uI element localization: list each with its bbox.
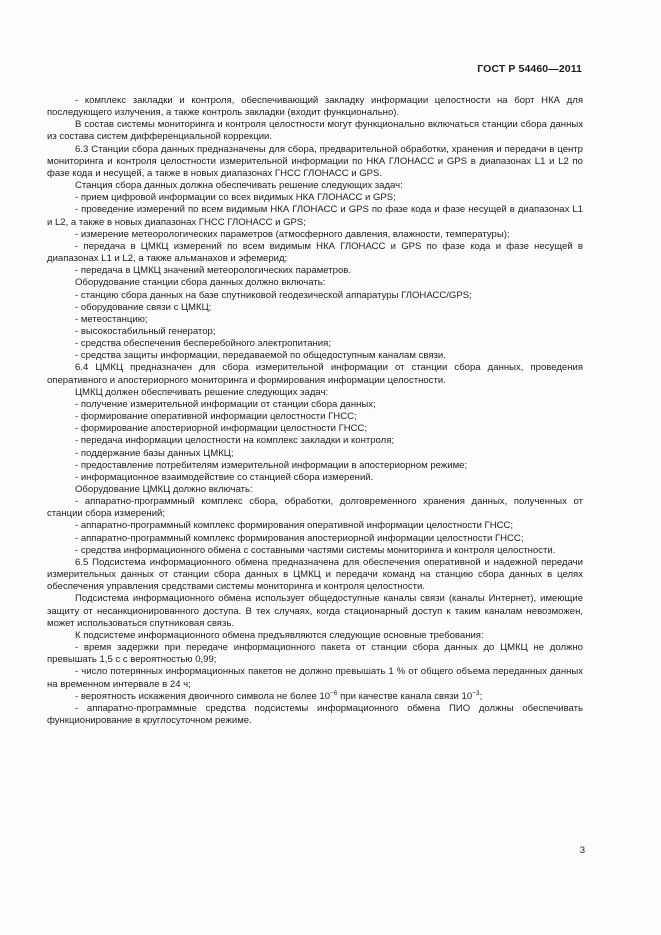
paragraph: - число потерянных информационных пакетов не должно превышать 1 % от общего объема переданных данных на временном интервале в 24 ч; xyxy=(47,666,583,690)
paragraph: - станцию сбора данных на базе спутниковой геодезической аппаратуры ГЛОНАСС/GPS; xyxy=(75,289,472,301)
paragraph: - предоставление потребителям измерительной информации в апостериорном режиме; xyxy=(75,459,468,471)
paragraph: 6.4 ЦМКЦ предназначен для сбора измерительной информации от станции сбора данных, проведения оперативного и апостериорного мониторинга и формирования информации целостности. xyxy=(47,362,583,386)
paragraph: 6.3 Станции сбора данных предназначены для сбора, предварительной обработки, хранения и передачи в центр мониторинга и контроля целостности измерительной информации по НКА ГЛОНАСС и GPS в диапазонах L1 и L2 по фазе кода и несущей, а также в новых диапазонах ГНСС ГЛОНАСС и GPS. xyxy=(47,143,583,179)
paragraph: - формирование оперативной информации целостности ГНСС; xyxy=(75,411,357,423)
paragraph: - средства защиты информации, передаваемой по общедоступным каналам связи. xyxy=(75,350,446,362)
paragraph: - проведение измерений по всем видимым НКА ГЛОНАСС и GPS по фазе кода и фазе несущей в диапазонах L1 и L2, а также в новых диапазонах ГНСС ГЛОНАСС и GPS; xyxy=(47,204,583,228)
paragraph-list xyxy=(47,95,583,691)
paragraph: - оборудование связи с ЦМКЦ; xyxy=(75,301,212,313)
paragraph: - формирование апостериорной информации целостности ГНСС; xyxy=(75,423,368,435)
paragraph: - передача в ЦМКЦ значений метеорологических параметров. xyxy=(75,265,351,277)
paragraph: - средства информационного обмена с составными частями системы мониторинга и контроля целостности. xyxy=(75,544,556,556)
paragraph: - поддержание базы данных ЦМКЦ; xyxy=(75,447,234,459)
standard-designation: ГОСТ Р 54460—2011 xyxy=(477,63,582,75)
paragraph: Оборудование ЦМКЦ должно включать: xyxy=(75,484,253,495)
paragraph: - аппаратно-программный комплекс сбора, обработки, долговременного хранения данных, полученных от станции сбора измерений; xyxy=(47,496,583,520)
paragraph: - прием цифровой информации со всех видимых НКА ГЛОНАСС и GPS; xyxy=(75,192,396,204)
formula-text-before: - вероятность искажения двоичного символа не более 10 xyxy=(75,690,331,702)
paragraph: В состав системы мониторинга и контроля целостности могут функционально включаться станции сбора данных из состава систем дифференциальной коррекции. xyxy=(47,119,583,143)
paragraph: - передача информации целостности на комплекс закладки и контроля; xyxy=(75,435,395,447)
formula-text-middle: при качестве канала связи 10 xyxy=(337,690,473,702)
paragraph: Станция сбора данных должна обеспечивать решение следующих задач: xyxy=(75,180,403,192)
paragraph: - комплекс закладки и контроля, обеспечивающий закладку информации целостности на борт НКА для последующего излучения, а также контроль закладки (входит функционально). xyxy=(47,95,583,119)
paragraph: К подсистеме информационного обмена предъявляются следующие основные требования: xyxy=(75,629,484,641)
paragraph-last: - аппаратно-программные средства подсистемы информационного обмена ПИО должны обеспечивать функционирование в круглосуточном режиме. xyxy=(47,702,583,726)
paragraph: Подсистема информационного обмена использует общедоступные каналы связи (каналы Интернет), имеющие защиту от несанкционированного доступа. В тех случаях, когда стационарный доступ к таким каналам невозможен, может использоваться спутниковая связь. xyxy=(47,593,583,629)
paragraph: - измерение метеорологических параметров (атмосферного давления, влажности, температуры); xyxy=(75,228,510,240)
paragraph: - метеостанцию; xyxy=(75,313,148,325)
exponent-1: −6 xyxy=(330,689,338,697)
paragraph-formula xyxy=(47,691,583,703)
paragraph: Оборудование станции сбора данных должно включать: xyxy=(75,277,326,289)
paragraph: - высокостабильный генератор; xyxy=(75,325,216,337)
paragraph: - аппаратно-программный комплекс формирования оперативной информации целостности ГНСС; xyxy=(75,520,514,532)
paragraph: - средства обеспечения бесперебойного электропитания; xyxy=(75,338,331,350)
paragraph: - информационное взаимодействие со станцией сбора измерений. xyxy=(75,471,374,483)
paragraph: ЦМКЦ должен обеспечивать решение следующих задач: xyxy=(75,386,329,398)
document-body xyxy=(47,95,583,727)
exponent-2: −3 xyxy=(472,689,480,697)
paragraph: - аппаратно-программный комплекс формирования апостериорной информации целостности ГНСС; xyxy=(75,532,524,544)
paragraph: - время задержки при передаче информационного пакета от станции сбора данных до ЦМКЦ не должно превышать 1,5 с с вероятностью 0,99; xyxy=(47,642,583,666)
formula-text-after: ; xyxy=(479,690,483,702)
page-number: 3 xyxy=(579,845,585,856)
paragraph: - получение измерительной информации от станции сбора данных; xyxy=(75,398,376,410)
paragraph: 6.5 Подсистема информационного обмена предназначена для обеспечения оперативной и надежной передачи измерительных данных от станции сбора данных в ЦМКЦ и передачи команд на станцию сбора данных в целях обеспечения управления средствами системы мониторинга и контроля целостности. xyxy=(47,556,583,593)
paragraph: - передача в ЦМКЦ измерений по всем видимым НКА ГЛОНАСС и GPS по фазе кода и фазе несущей в диапазонах L1 и L2, а также альманахов и эфемерид; xyxy=(47,240,583,265)
